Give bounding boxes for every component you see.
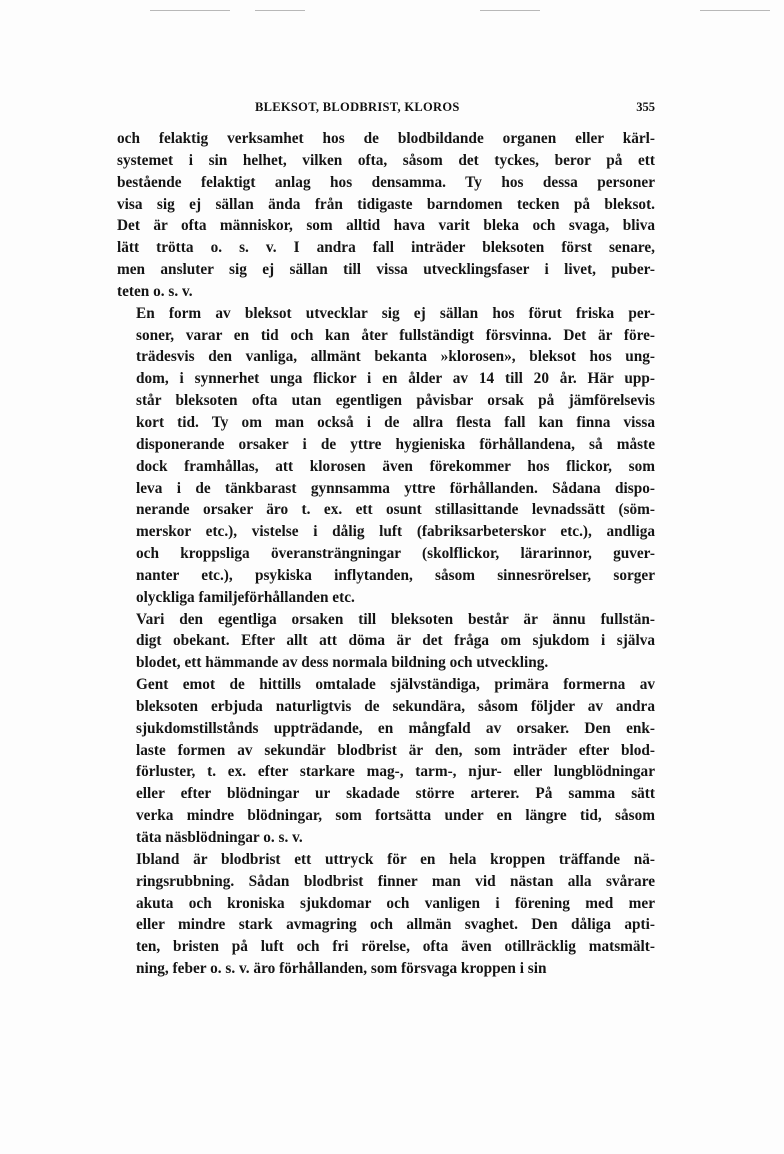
text-line: Ibland är blodbrist ett uttryck för en hela kroppen träffande nä-: [136, 850, 655, 868]
body-text: [117, 128, 655, 980]
text-line: täta näsblödningar o. s. v.: [136, 829, 303, 846]
text-line: En form av bleksot utvecklar sig ej sällan hos förut friska per-: [136, 304, 655, 322]
text-line: leva i de tänkbarast gynnsamma yttre förhållanden. Sådana dispo-: [136, 479, 655, 497]
text-line: disponerande orsaker i de yttre hygieniska förhållandena, så måste: [136, 435, 655, 453]
text-line: akuta och kroniska sjukdomar och vanligen i förening med mer: [136, 894, 655, 912]
scan-edge-mark: [700, 10, 770, 11]
text-line: förluster, t. ex. efter starkare mag-, tarm-, njur- eller lungblödningar: [136, 763, 655, 781]
text-line: lätt trötta o. s. v. I andra fall inträder bleksoten först senare,: [117, 239, 655, 257]
paragraph: [117, 128, 655, 303]
text-line: Gent emot de hittills omtalade självständiga, primära formerna av: [136, 676, 655, 694]
text-line: soner, varar en tid och kan åter fullständigt försvinna. Det är före-: [136, 326, 655, 344]
text-line: laste formen av sekundär blodbrist är den, som inträder efter blod-: [136, 741, 655, 759]
paragraph: [117, 609, 655, 675]
text-line: eller efter blödningar ur skadade större arterer. På samma sätt: [136, 785, 655, 803]
text-line: digt obekant. Efter allt att döma är det fråga om sjukdom i själva: [136, 632, 655, 650]
paragraph: [117, 303, 655, 609]
text-line: verka mindre blödningar, som fortsätta under en längre tid, såsom: [136, 807, 655, 825]
scan-edge-mark: [480, 10, 540, 11]
text-line: trädesvis den vanliga, allmänt bekanta »klorosen», bleksot hos ung-: [136, 348, 655, 366]
text-line: visa sig ej sällan ända från tidigaste barndomen tecken på bleksot.: [117, 195, 655, 213]
text-line: Det är ofta människor, som alltid hava varit bleka och svaga, bliva: [117, 217, 655, 235]
text-line: bleksoten erbjuda naturligtvis de sekundära, såsom följder av andra: [136, 697, 655, 715]
text-line: dock framhållas, att klorosen även förekommer hos flickor, som: [136, 457, 655, 475]
text-line: och felaktig verksamhet hos de blodbildande organen eller kärl-: [117, 130, 655, 147]
running-title: BLEKSOT, BLODBRIST, KLOROS: [255, 100, 460, 114]
text-line: sjukdomstillstånds uppträdande, en mångfald av orsaker. Den enk-: [136, 719, 655, 737]
text-line: systemet i sin helhet, vilken ofta, såsom det tyckes, beror på ett: [117, 151, 655, 169]
page-header: [117, 100, 655, 118]
scan-edge-mark: [150, 10, 230, 11]
text-line: nerande orsaker äro t. ex. ett osunt stillasittande levnadssätt (söm-: [136, 501, 655, 519]
text-line: kort tid. Ty om man också i de allra flesta fall kan finna vissa: [136, 413, 655, 431]
text-line: ringsrubbning. Sådan blodbrist finner man vid nästan alla svårare: [136, 872, 655, 890]
text-line: men ansluter sig ej sällan till vissa utvecklingsfaser i livet, puber-: [117, 261, 655, 279]
text-line: ten, bristen på luft och fri rörelse, ofta även otillräcklig matsmält-: [136, 938, 655, 956]
text-line: dom, i synnerhet unga flickor i en ålder av 14 till 20 år. Här upp-: [136, 370, 655, 388]
text-line: bestående felaktigt anlag hos densamma. Ty hos dessa personer: [117, 173, 655, 191]
text-line: eller mindre stark avmagring och allmän svaghet. Den dåliga apti-: [136, 916, 655, 934]
text-line: ning, feber o. s. v. äro förhållanden, som försvaga kroppen i sin: [136, 960, 547, 978]
paragraph: [117, 674, 655, 849]
text-line: och kroppsliga överansträngningar (skolflickor, lärarinnor, guver-: [136, 545, 655, 563]
text-line: merskor etc.), vistelse i dålig luft (fabriksarbeterskor etc.), andliga: [136, 523, 655, 541]
text-line: teten o. s. v.: [117, 282, 193, 300]
text-line: nanter etc.), psykiska inflytanden, såsom sinnesrörelser, sorger: [136, 566, 655, 584]
text-line: står bleksoten ofta utan egentligen påvisbar orsak på jämförelsevis: [136, 392, 655, 410]
page-number: 355: [636, 100, 655, 114]
text-line: olyckliga familjeförhållanden etc.: [136, 588, 355, 606]
text-line: blodet, ett hämmande av dess normala bildning och utveckling.: [136, 654, 549, 672]
scan-edge-mark: [255, 10, 305, 11]
text-line: Vari den egentliga orsaken till bleksoten består är ännu fullstän-: [136, 610, 655, 628]
paragraph: [117, 849, 655, 980]
